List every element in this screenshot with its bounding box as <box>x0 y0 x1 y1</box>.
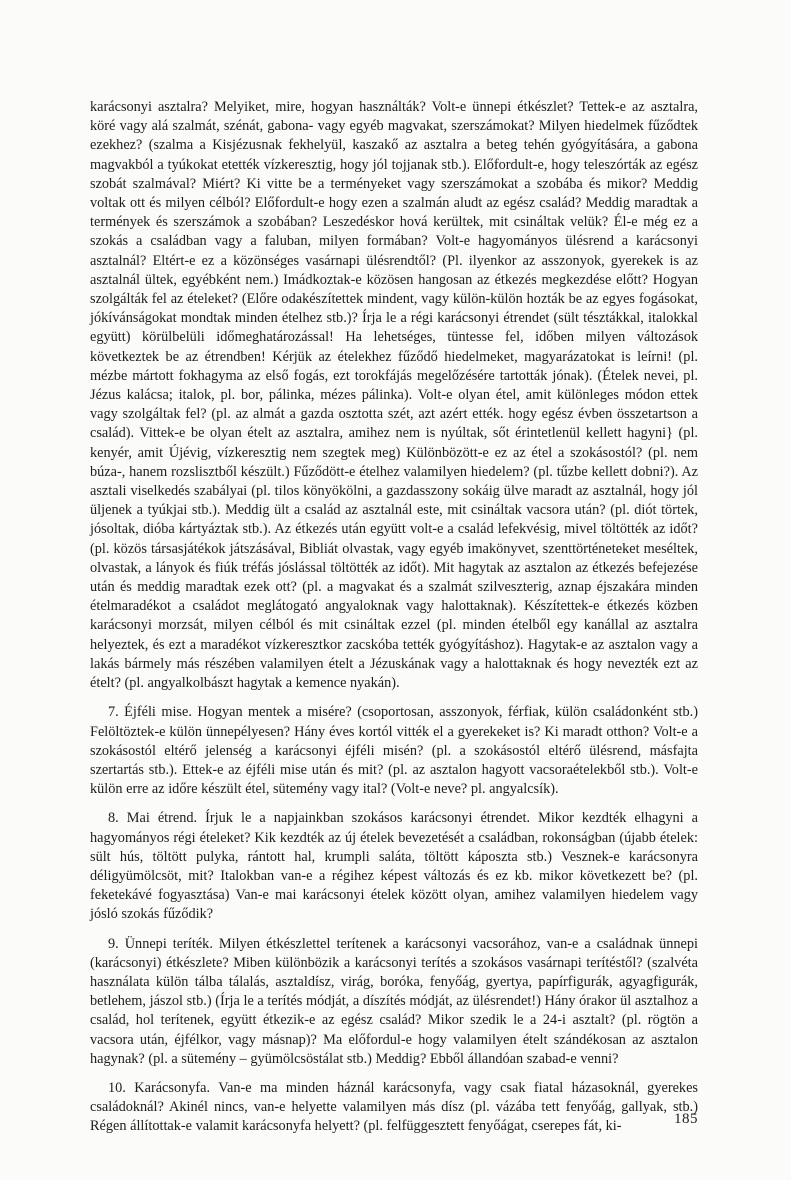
paragraph-christmas-tree: 10. Karácsonyfa. Van-e ma minden háznál karácsonyfa, vagy csak fiatal házasoknál, gyerekes családoknál? Akinél nincs, van-e helyette valamilyen más dísz (pl. vázába tett fenyőág, gallyak, stb.) Régen állítottak-e valamit karácsonyfa helyett? (pl. felfüggesztett fenyőágat, cserepes fát, ki- <box>90 1079 698 1135</box>
body-text <box>90 98 698 1137</box>
paragraph-festive-table: 9. Ünnepi teríték. Milyen étkészlettel terítenek a karácsonyi vacsorához, van-e a családnak ünnepi (karácsonyi) étkészlete? Miben különbözik a karácsonyi terítés a szokásos vasárnapi terítéstől? (szalvéta használata külön tálba tálalás, asztaldísz, virág, boróka, fenyőág, gyertya, papírfigurák, agyagfigurák, betlehem, jászol stb.) (Írja le a terítés módját, a díszítés módját, az ülésrendet!) Hány órakor ül asztalhoz a család, hol terítenek, együtt étkezik-e az egész család? Mikor szedik le a 24-i asztalt? (pl. rögtön a vacsora után, éjfélkor, vagy másnap)? Ma előfordul-e hogy valamilyen ételt szándékosan az asztalon hagynak? (pl. a sütemény – gyümölcsöstálat stb.) Meddig? Ebből állandóan szabad-e venni? <box>90 935 698 1067</box>
paragraph-continuation: karácsonyi asztalra? Melyiket, mire, hogyan használták? Volt-e ünnepi étkészlet? Tettek-e az asztalra, köré vagy alá szalmát, szénát, gabona- vagy egyéb magvakat, szerszámokat? Milyen hiedelmek fűződtek ezekhez? (szalma a Kisjézusnak fekhelyül, kaszakő az asztalra a beteg tehén gyógyítására, a gabona magvakból a tyúkokat etették vízkeresztig, hogy jól tojjanak stb.). Előfordult-e, hogy teleszórták az egész szobát szalmával? Miért? Ki vitte be a terményeket vagy szerszámokat a szobába és mikor? Meddig voltak ott és milyen célból? Előfordult-e hogy ezen a szalmán aludt az egész család? Meddig maradtak a termények és szerszámok a szobában? Leszedéskor hová kerültek, mit csináltak velük? Él-e még ez a szokás a családban vagy a faluban, milyen formában? Volt-e hagyományos ülésrend a karácsonyi asztalnál? Eltért-e ez a közönséges vasárnapi ülésrendtől? (Pl. ilyenkor az asszonyok, gyerekek is az asztalnál ültek, egyébként nem.) Imádkoztak-e közösen hangosan az étkezés megkezdése előtt? Hogyan szolgálták fel az ételeket? (Előre odakészítettek mindent, vagy külön-külön hozták be az egyes fogásokat, jókívánságokat mondtak minden ételhez stb.)? Írja le a régi karácsonyi étrendet (sült tésztákkal, italokkal együtt) körülbelüli időmeghatározással! Ha lehetséges, tüntesse fel, időben milyen változások következtek be az étrendben! Kérjük az ételekhez fűződő hiedelmeket, magyarázatokat is leírni! (pl. mézbe mártott fokhagyma az első fogás, ezt torokfájás megelőzésére tartották jónak). (Ételek nevei, pl. Jézus kalácsa; italok, pl. bor, pálinka, mézes pálinka). Volt-e olyan étel, amit különleges módon ettek vagy szolgáltak fel? (pl. az almát a gazda osztotta szét, azt azért ették. hogy egész évben összetartson a család). Vittek-e be olyan ételt az asztalra, amihez nem is nyúltak, sőt érintetlenül kellett hagyni} (pl. kenyér, amit Újévig, vízkeresztig nem szegtek meg) Különbözött-e ez az étel a szokásostól? (pl. nem búza-, hanem rozslisztből készült.) Fűződött-e ételhez valamilyen hiedelem? (pl. tűzbe kellett dobni?). Az asztali viselkedés szabályai (pl. tilos könyökölni, a gazdasszony sokáig ülve maradt az asztalnál, hogy jól üljenek a tyúkjai stb.). Meddig ült a család az asztalnál este, mit csináltak vacsora után? (pl. diót törtek, jósoltak, dióba kártyáztak stb.). Az étkezés után együtt volt-e a család lefekvésig, mivel töltötték az időt? (pl. közös társasjátékok játszásával, Bibliát olvastak, vagy egyéb imakönyvet, szenttörténeteket meséltek, olvastak, a lányok és fiúk tréfás jóslással töltötték az időt). Mit hagytak az asztalon az étkezés befejezése után és meddig maradtak ezek ott? (pl. a magvakat és a szalmát szilveszterig, aznap éjszakára minden ételmaradékot a családot meglátogató angyaloknak vagy halottaknak). Készítettek-e étkezés közben karácsonyi morzsát, milyen célból és mit csináltak ezzel (pl. minden ételből egy kanállal az asztalra helyeztek, és ezt a maradékot vízkeresztkor zacskóba tették gyógyításhoz). Hagytak-e az asztalon vagy a lakás bármely más részében valamilyen ételt a Jézuskának vagy a halottaknak és hogy nevezték ezt az ételt? (pl. angyalkolbászt hagytak a kemence nyakán). <box>90 99 698 692</box>
paragraph-midnight-mass: 7. Éjféli mise. Hogyan mentek a misére? (csoportosan, asszonyok, férfiak, külön családonként stb.) Felöltöztek-e külön ünnepélyesen? Hány éves kortól vitték el a gyerekeket is? Ki maradt otthon? Volt-e a szokásostól eltérő jelenség a karácsonyi éjféli misén? (pl. a szokásostól eltérő ülésrend, másfajta szertartás stb.). Ettek-e az éjféli mise után és mit? (pl. az asztalon hagyott vacsoraételekből stb.). Volt-e külön erre az időre készült étel, sütemény vagy ital? (Volt-e neve? pl. angyalcsík). <box>90 704 698 798</box>
paragraph-modern-menu: 8. Mai étrend. Írjuk le a napjainkban szokásos karácsonyi étrendet. Mikor kezdték elhagyni a hagyományos régi ételeket? Kik kezdték az új ételek bevezetését a családban, rokonságban (újabb ételek: sült hús, töltött pulyka, rántott hal, krumpli saláta, töltött káposzta stb.) Vesznek-e karácsonyra déligyümölcsöt, mit? Italokban van-e a régihez képest változás és ez kb. mikor következett be? (pl. feketekávé fogyasztása) Van-e mai karácsonyi ételek között olyan, amihez valamilyen hiedelem vagy jósló szokás fűződik? <box>90 810 698 923</box>
page-number: 185 <box>674 1111 698 1127</box>
